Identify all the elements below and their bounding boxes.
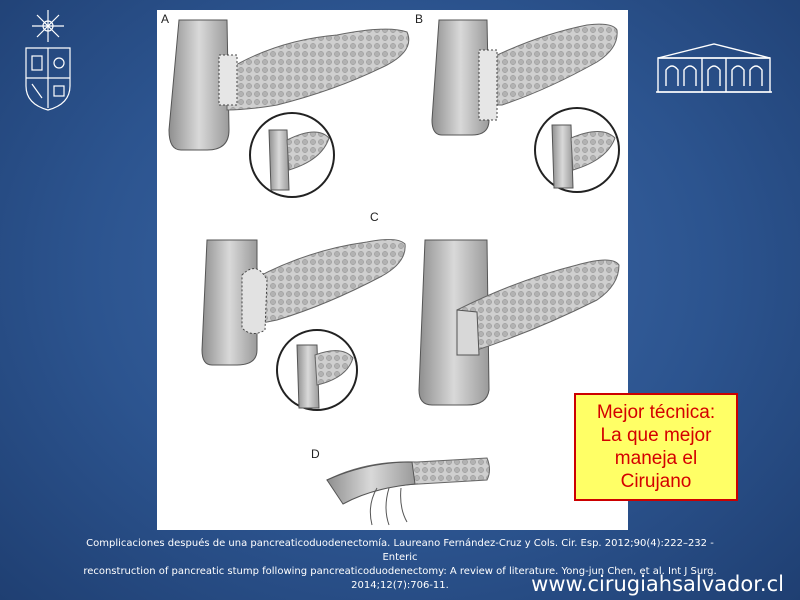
callout-line-2: La que mejor <box>600 425 712 446</box>
callout-line-3: maneja el <box>614 448 698 469</box>
panel-b-drawing <box>432 20 619 192</box>
hospital-building-icon <box>654 40 774 96</box>
panel-label-b: B <box>415 12 424 26</box>
pancreatic-reconstruction-drawings <box>157 10 628 530</box>
panel-label-a: A <box>161 12 170 26</box>
panel-d-drawing <box>327 458 490 525</box>
citation-line-3: 2014;12(7):706-11. <box>351 580 449 591</box>
surgical-illustration <box>157 10 628 530</box>
callout-line-1: Mejor técnica: <box>596 402 716 423</box>
panel-c-right-drawing <box>419 240 619 405</box>
university-crest-icon <box>20 8 76 112</box>
panel-label-d: D <box>311 447 320 461</box>
panel-c-left-drawing <box>202 239 405 410</box>
citation-line-1: Complicaciones después de una pancreaticoduodenectomía. Laureano Fernández-Cruz y Cols. Cir. Esp. 2012;90(4):222–232 - Enteric <box>86 538 714 563</box>
citation-line-2: reconstruction of pancreatic stump following pancreaticoduodenectomy: A review of literature. Yong-jun Chen, et al. Int J Surg. <box>83 566 717 577</box>
website-url: www.cirugiahsalvador.cl <box>531 572 784 596</box>
best-technique-callout <box>574 393 738 501</box>
callout-line-4: Cirujano <box>620 471 692 492</box>
panel-label-c: C <box>370 210 379 224</box>
panel-a-drawing <box>169 20 409 197</box>
